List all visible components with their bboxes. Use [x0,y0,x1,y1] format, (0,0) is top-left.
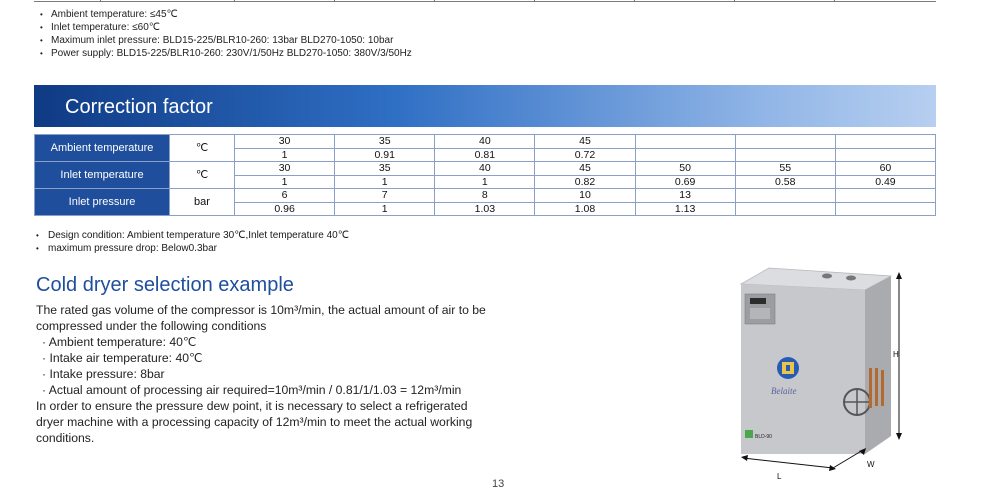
condition-line: · Intake air temperature: 40℃ [42,351,203,365]
section-title: Cold dryer selection example [36,274,294,296]
dim-w: W [867,460,875,469]
factor-cell: 0.91 [335,148,435,162]
spec-list [40,8,412,60]
spec-item: • Ambient temperature: ≤45℃ [40,8,412,21]
value-cell [735,189,835,203]
factor-cell [735,202,835,216]
notes-list [36,229,349,255]
value-cell: 45 [535,135,635,149]
value-cell: 40 [435,135,535,149]
value-cell: 6 [235,189,335,203]
factor-cell: 1 [435,175,535,189]
table-row [35,135,936,149]
condition-line: · Actual amount of processing air required=10m³/min / 0.81/1/1.03 = 12m³/min [42,383,462,397]
factor-cell [835,148,935,162]
value-cell: 30 [235,162,335,176]
factor-cell: 1.03 [435,202,535,216]
factor-cell: 1 [335,202,435,216]
factor-cell: 1.13 [635,202,735,216]
row-unit: ℃ [170,135,235,162]
spec-item: • Power supply: BLD15-225/BLR10-260: 230V/1/50Hz BLD270-1050: 380V/3/50Hz [40,47,412,60]
factor-cell: 0.58 [735,175,835,189]
condition-line: · Ambient temperature: 40℃ [42,335,197,349]
row-unit: bar [170,189,235,216]
factor-cell [835,202,935,216]
value-cell: 35 [335,135,435,149]
row-unit: ℃ [170,162,235,189]
row-label: Inlet pressure [35,189,170,216]
value-cell: 45 [535,162,635,176]
condition-line: · Intake pressure: 8bar [42,367,165,381]
banner-title: Correction factor [65,96,213,118]
value-cell: 30 [235,135,335,149]
value-cell: 7 [335,189,435,203]
value-cell [835,189,935,203]
note-item: • Design condition: Ambient temperature 30℃,Inlet temperature 40℃ [36,229,349,242]
value-cell: 13 [635,189,735,203]
factor-cell: 0.69 [635,175,735,189]
table-row [35,189,936,203]
brand-label: Belaite [771,386,797,396]
dim-l: L [777,472,782,481]
factor-cell: 0.82 [535,175,635,189]
factor-cell: 0.96 [235,202,335,216]
factor-cell [635,148,735,162]
value-cell [735,135,835,149]
spec-item: • Inlet temperature: ≤60℃ [40,21,412,34]
conclusion-paragraph: In order to ensure the pressure dew point, it is necessary to select a refrigerated dryer machine with a processing capacity of 12m³/min to meet the actual working conditions. [36,399,473,445]
model-label: BLD-90 [755,434,772,440]
intro-paragraph: The rated gas volume of the compressor is 10m³/min, the actual amount of air to be compressed under the following conditions [36,303,486,333]
table-row [35,162,936,176]
factor-cell: 1 [235,175,335,189]
factor-cell [735,148,835,162]
row-label: Inlet temperature [35,162,170,189]
value-cell [635,135,735,149]
correction-factor-table [34,134,936,216]
page-number: 13 [492,478,505,490]
factor-cell: 1 [335,175,435,189]
value-cell: 60 [835,162,935,176]
factor-cell: 0.81 [435,148,535,162]
dim-h: H [893,350,899,359]
value-cell: 40 [435,162,535,176]
row-label: Ambient temperature [35,135,170,162]
value-cell: 10 [535,189,635,203]
factor-cell: 0.72 [535,148,635,162]
dryer-product-image [715,258,920,486]
value-cell: 50 [635,162,735,176]
value-cell: 35 [335,162,435,176]
section-banner [34,85,936,127]
factor-cell: 0.49 [835,175,935,189]
top-table-border [34,0,936,2]
factor-cell: 1 [235,148,335,162]
selection-text [36,302,496,446]
value-cell: 8 [435,189,535,203]
spec-item: • Maximum inlet pressure: BLD15-225/BLR10-260: 13bar BLD270-1050: 10bar [40,34,412,47]
value-cell: 55 [735,162,835,176]
factor-cell: 1.08 [535,202,635,216]
value-cell [835,135,935,149]
note-item: • maximum pressure drop: Below0.3bar [36,242,349,255]
